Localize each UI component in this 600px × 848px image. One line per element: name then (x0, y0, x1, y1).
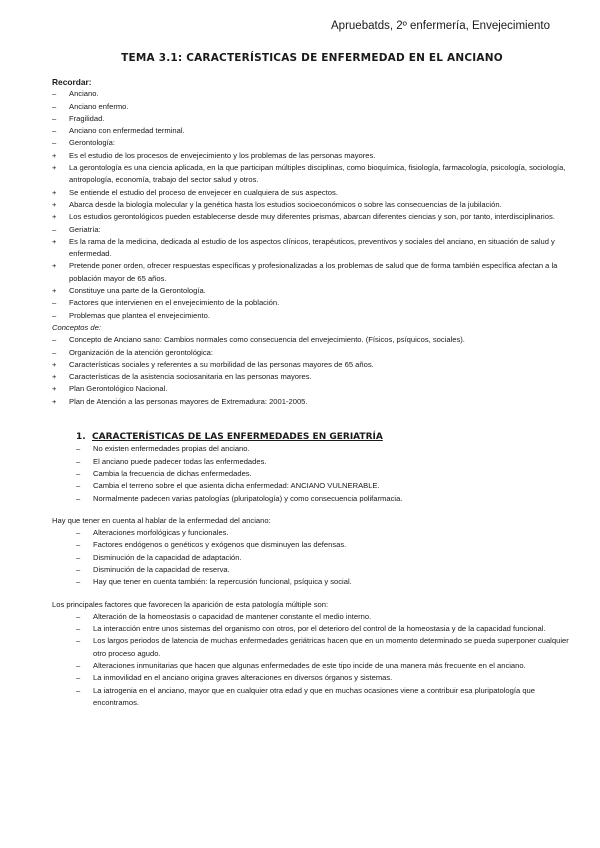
section-title: CARACTERÍSTICAS DE LAS ENFERMEDADES EN GERIATRÍA (92, 432, 383, 443)
list-item: + Los estudios gerontológicos pueden establecerse desde muy diferentes prismas, abarcan diferentes ciencias y son, por tanto, interdisciplinarios. (52, 211, 572, 223)
list-item: – Geriatría: (52, 224, 572, 236)
section-1-heading (76, 431, 572, 443)
tener-cuenta-list (76, 527, 572, 588)
list-item: – Alteraciones morfológicas y funcionales. (76, 527, 572, 539)
list-item: – La inmovilidad en el anciano origina graves alteraciones en diversos órganos y sistemas. (76, 672, 572, 684)
list-item: – Cambia la frecuencia de dichas enfermedades. (76, 468, 572, 480)
recordar-list (52, 88, 572, 322)
list-item: – Concepto de Anciano sano: Cambios normales como consecuencia del envejecimiento. (Físicos, psíquicos, sociales). (52, 334, 572, 346)
recordar-heading: Recordar: (52, 77, 92, 87)
list-item: – Problemas que plantea el envejecimiento. (52, 310, 572, 322)
list-item: + Es la rama de la medicina, dedicada al estudio de los aspectos clínicos, terapéuticos, preventivos y sociales del anciano, en situación de salud y enfermedad. (52, 236, 572, 261)
list-item: + Características de la asistencia sociosanitaria en las personas mayores. (52, 371, 572, 383)
list-item: – Anciano. (52, 88, 572, 100)
list-item: – La iatrogenia en el anciano, mayor que en cualquier otra edad y que en muchas ocasiones viene a contribuir esa pluripatología que encontramos. (76, 685, 572, 710)
page-header: Apruebatds, 2º enfermería, Envejecimiento (331, 20, 550, 32)
list-item: – Anciano con enfermedad terminal. (52, 125, 572, 137)
list-item: – Normalmente padecen varias patologías (pluripatología) y como consecuencia polifarmacia. (76, 493, 572, 505)
list-item: – Gerontología: (52, 137, 572, 149)
list-item: – No existen enfermedades propias del anciano. (76, 443, 572, 455)
document-title: TEMA 3.1: CARACTERÍSTICAS DE ENFERMEDAD EN EL ANCIANO (121, 52, 503, 64)
list-item: – Anciano enfermo. (52, 101, 572, 113)
list-item: – Hay que tener en cuenta también: la repercusión funcional, psíquica y social. (76, 576, 572, 588)
list-item: – Alteración de la homeostasis o capacidad de mantener constante el medio interno. (76, 611, 572, 623)
document-body (52, 76, 572, 709)
section-number: 1. (76, 432, 86, 443)
list-item: + Es el estudio de los procesos de envejecimiento y los problemas de las personas mayores. (52, 150, 572, 162)
section-1-list (76, 443, 572, 504)
list-item: – El anciano puede padecer todas las enfermedades. (76, 456, 572, 468)
list-item: – Alteraciones inmunitarias que hacen que algunas enfermedades de este tipo incide de una manera más frecuente en el anciano. (76, 660, 572, 672)
factores-intro: Los principales factores que favorecen la aparición de esta patología múltiple son: (52, 599, 329, 609)
list-item: + Características sociales y referentes a su morbilidad de las personas mayores de 65 años. (52, 359, 572, 371)
list-item: + La gerontología es una ciencia aplicada, en la que participan múltiples disciplinas, como bioquímica, fisiología, farmacología, psicología, sociología, antropología, economía, trabajo del sector salud y otros. (52, 162, 572, 187)
list-item: – Factores endógenos o genéticos y exógenos que disminuyen las defensas. (76, 539, 572, 551)
list-item: – Disminución de la capacidad de adaptación. (76, 552, 572, 564)
list-item: – La interacción entre unos sistemas del organismo con otros, por el deterioro del control de la homeostasia y de la capacidad funcional. (76, 623, 572, 635)
list-item: – Cambia el terreno sobre el que asienta dicha enfermedad: ANCIANO VULNERABLE. (76, 480, 572, 492)
list-item: + Plan Gerontológico Nacional. (52, 383, 572, 395)
list-item: + Plan de Atención a las personas mayores de Extremadura: 2001-2005. (52, 396, 572, 408)
list-item: – Los largos periodos de latencia de muchas enfermedades geriátricas hacen que en un momento determinado se pueda superponer cualquier otro proceso agudo. (76, 635, 572, 660)
conceptos-heading: Conceptos de: (52, 322, 101, 332)
list-item: – Disminución de la capacidad de reserva. (76, 564, 572, 576)
conceptos-list (52, 334, 572, 408)
list-item: – Organización de la atención gerontológica: (52, 347, 572, 359)
list-item: + Constituye una parte de la Gerontología. (52, 285, 572, 297)
list-item: + Se entiende el estudio del proceso de envejecer en cualquiera de sus aspectos. (52, 187, 572, 199)
list-item: + Abarca desde la biología molecular y la genética hasta los estudios socioeconómicos o sobre las consecuencias de la jubilación. (52, 199, 572, 211)
tener-cuenta-intro: Hay que tener en cuenta al hablar de la enfermedad del anciano: (52, 515, 271, 525)
list-item: – Fragilidad. (52, 113, 572, 125)
factores-list (76, 611, 572, 709)
list-item: – Factores que intervienen en el envejecimiento de la población. (52, 297, 572, 309)
list-item: + Pretende poner orden, ofrecer respuestas específicas y profesionalizadas a los problemas de salud que de forma también específica afectan a la población mayor de 65 años. (52, 260, 572, 285)
